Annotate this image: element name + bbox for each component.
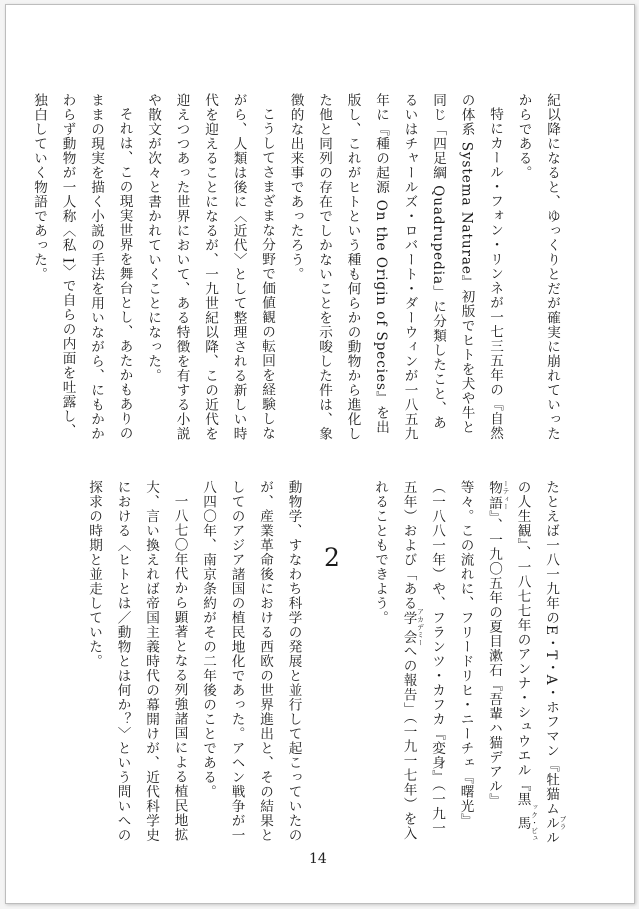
examples-part: たとえば一八一九年のE・T・A・ホフマン『牡猫ム <box>543 480 559 817</box>
paragraph-continuation: 紀以降になると、ゆっくりとだが確実に崩れていったからである。 <box>515 93 560 441</box>
examples-part: への報告」（一九一七年）を入れることもできよう。 <box>372 480 417 841</box>
examples-part: ルの人生観』、一八七七年のアンナ・シュウエル『黒 <box>514 480 559 846</box>
document-page <box>5 4 635 904</box>
paragraph-animal-narrators: それは、この現実世界を舞台とし、あたかもありのままの現実を描く小説の手法を用いながら、にもかかわらず動物が一人称〈私 I〉で自らの内面を吐露し、独白していく物語であった。 <box>31 93 133 441</box>
page-number: 14 <box>309 851 327 867</box>
paragraph-linnaeus-darwin: 特にカール・フォン・リンネが一七三五年の『自然の体系 Systema Naturae』初版でヒトを犬や牛と同じ「四足綱 Quadrupedia」に分類したこと、あるいはチャールズ・ロバート・ダーウィンが一八五九年に『種の起源 On the Origin of Species』を出版し、これがヒトという種も何らかの動物から進化した他と同列の存在でしかないことを示唆した件は、象徴的な出来事であったろう。 <box>287 93 503 441</box>
ruby-academy: 学会 アカデミー <box>400 608 424 647</box>
paragraph-colonialism: 動物学、すなわち科学の発展と並行して起こっていたのが、産業革命後における西欧の世界進出と、その結果としてのアジア諸国の植民地化であった。アヘン戦争が一八四〇年、南京条約がその二年後のことである。 <box>200 480 302 843</box>
paragraph-imperialism: 一八七〇年代から顕著となる列強諸国による植民地拡大、言い換えれば帝国主義時代の幕開けが、近代科学史における〈ヒトとは／動物とは何か？〉という問いへの探求の時期と並走していた。 <box>86 480 188 843</box>
lower-text-block <box>80 480 567 848</box>
paragraph-modernity: こうしてさまざまな分野で価値観の転回を経験しながら、人類は後に〈近代〉として整理される新しい時代を迎えることになるが、一九世紀以降、この近代を迎えつつあった世界において、ある特徴を有する小説や散文が次々と書かれていくことになった。 <box>145 93 275 441</box>
ruby-black-beauty: 馬物語ック・ビューティー <box>486 480 538 843</box>
ruby-mur: ル ブラ <box>543 815 566 831</box>
section-heading: 2 <box>324 543 340 572</box>
upper-text-block <box>25 93 567 441</box>
paragraph-examples <box>366 480 567 848</box>
examples-part: 』、一九〇五年の夏目漱石『吾輩ハ猫デアル』等々。この流れに、フリードリヒ・ニーチェ『曙光』（一八八一年）や、フランツ・カフカ『変身』（一九一五年）および「ある <box>400 480 502 836</box>
